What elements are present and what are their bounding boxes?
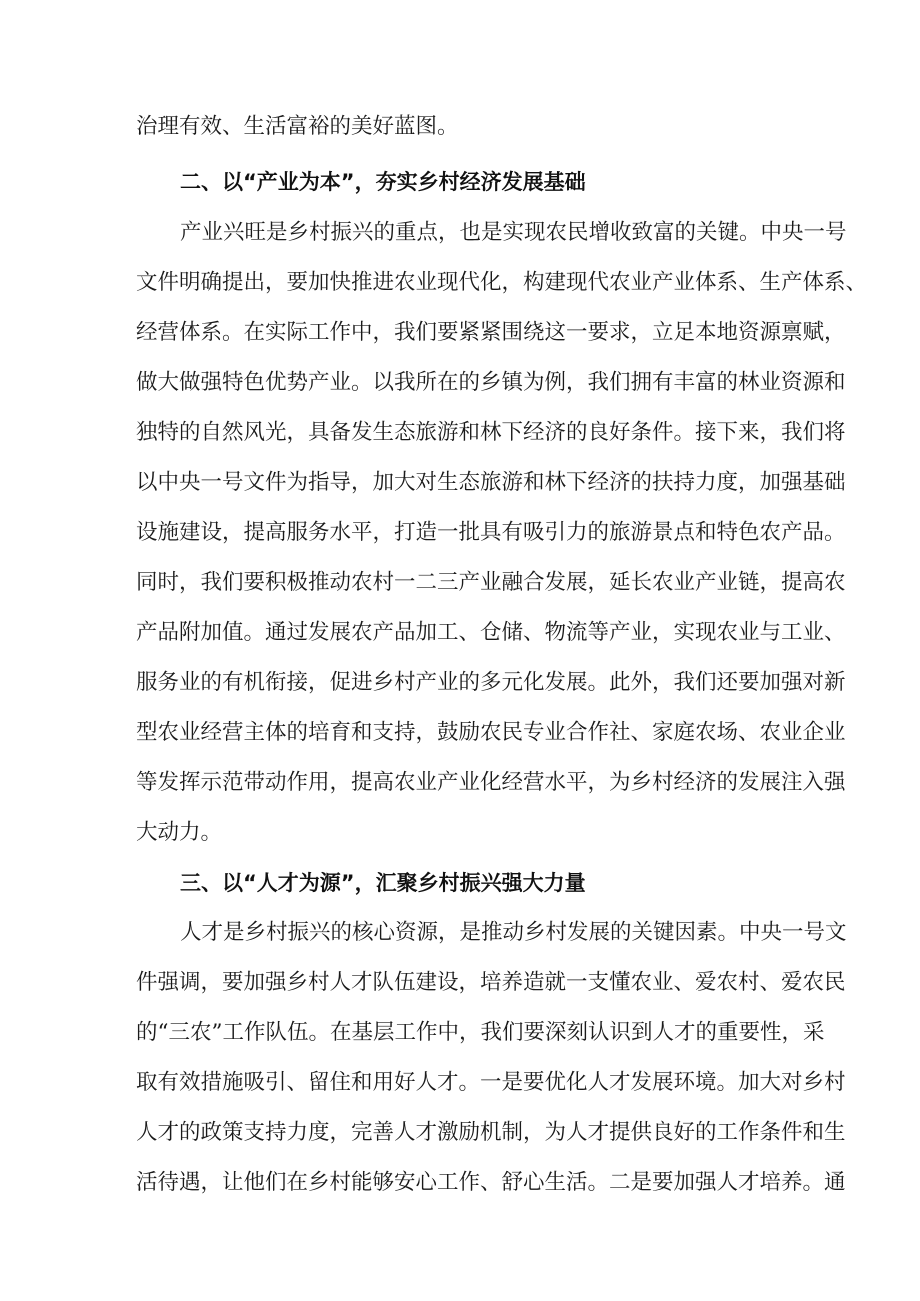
- paragraph-line: 经营体系。在实际工作中，我们要紧紧围绕这一要求，立足本地资源禀赋，: [136, 320, 846, 345]
- paragraph-line: 独特的自然风光，具备发生态旅游和林下经济的良好条件。接下来，我们将: [136, 420, 846, 445]
- paragraph-line: 同时，我们要积极推动农村一二三产业融合发展，延长农业产业链，提高农: [136, 570, 846, 595]
- paragraph-line: 大动力。: [136, 820, 223, 845]
- paragraph-line: 以中央一号文件为指导，加大对生态旅游和林下经济的扶持力度，加强基础: [136, 470, 846, 495]
- paragraph-line: 活待遇，让他们在乡村能够安心工作、舒心生活。二是要加强人才培养。通: [136, 1170, 846, 1195]
- section-heading-3: 三、以“人才为源”，汇聚乡村振兴强大力量: [180, 871, 586, 895]
- paragraph-line: 等发挥示范带动作用，提高农业产业化经营水平，为乡村经济的发展注入强: [136, 770, 846, 795]
- paragraph-line: 文件明确提出，要加快推进农业现代化，构建现代农业产业体系、生产体系、: [136, 270, 868, 295]
- paragraph-line: 人才的政策支持力度，完善人才激励机制，为人才提供良好的工作条件和生: [136, 1120, 846, 1145]
- paragraph-line: 服务业的有机衔接，促进乡村产业的多元化发展。此外，我们还要加强对新: [136, 670, 846, 695]
- section-heading-2: 二、以“产业为本”，夯实乡村经济发展基础: [180, 170, 586, 194]
- paragraph-line: 的“三农”工作队伍。在基层工作中，我们要深刻认识到人才的重要性，采: [136, 1020, 825, 1045]
- paragraph-line: 件强调，要加强乡村人才队伍建设，培养造就一支懂农业、爱农村、爱农民: [136, 970, 846, 995]
- paragraph-line: 产业兴旺是乡村振兴的重点，也是实现农民增收致富的关键。中央一号: [180, 220, 847, 245]
- paragraph-line: 取有效措施吸引、留住和用好人才。一是要优化人才发展环境。加大对乡村: [136, 1070, 846, 1095]
- paragraph-line: 设施建设，提高服务水平，打造一批具有吸引力的旅游景点和特色农产品。: [136, 520, 846, 545]
- paragraph-line: 人才是乡村振兴的核心资源，是推动乡村发展的关键因素。中央一号文: [180, 920, 847, 945]
- paragraph-line: 产品附加值。通过发展农产品加工、仓储、物流等产业，实现农业与工业、: [136, 620, 846, 645]
- paragraph-line: 型农业经营主体的培育和支持，鼓励农民专业合作社、家庭农场、农业企业: [136, 720, 846, 745]
- paragraph-line: 治理有效、生活富裕的美好蓝图。: [136, 114, 459, 139]
- paragraph-line: 做大做强特色优势产业。以我所在的乡镇为例，我们拥有丰富的林业资源和: [136, 370, 846, 395]
